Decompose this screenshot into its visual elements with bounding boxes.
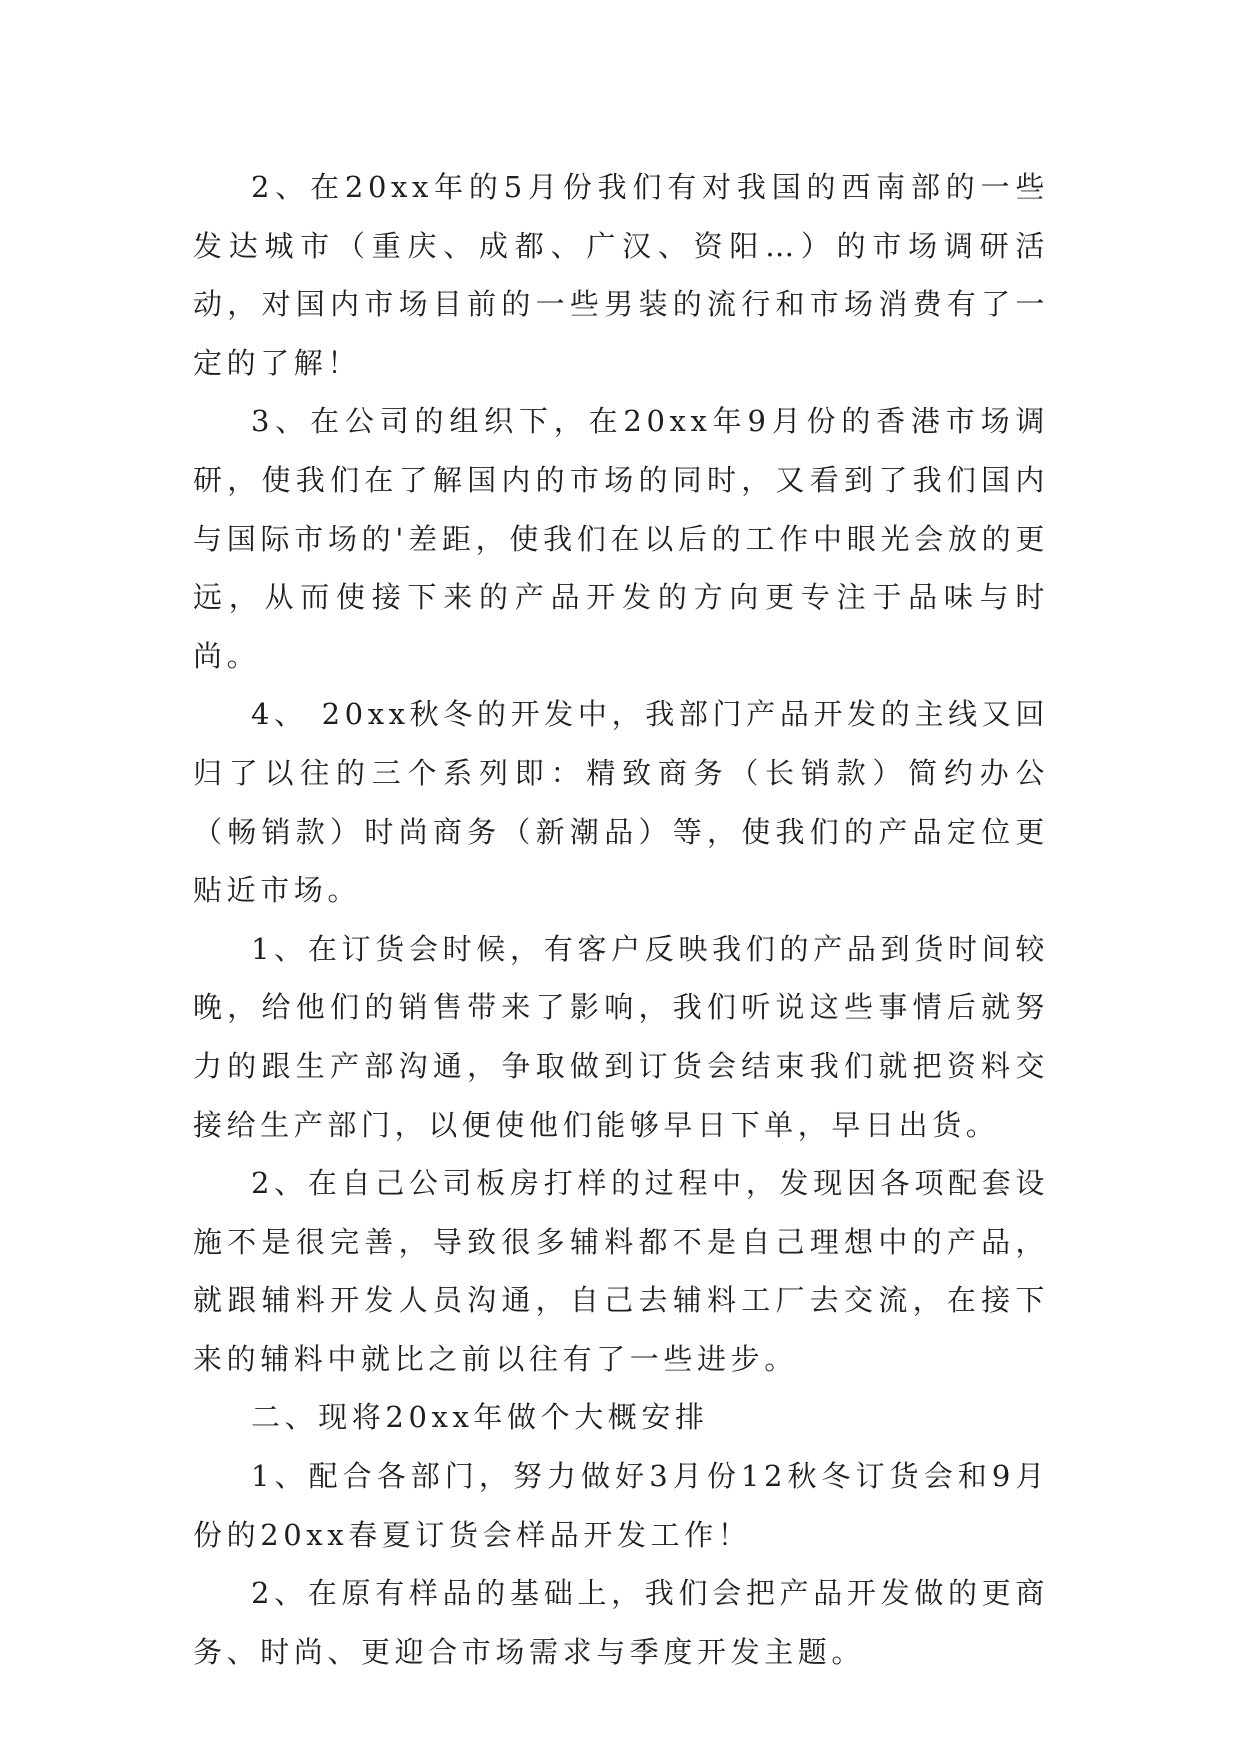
paragraph-plan-item-1: 1、配合各部门，努力做好3月份12秋冬订货会和9月份的20xx春夏订货会样品开发工作！ (193, 1459, 1049, 1552)
section-heading-plan: 二、现将20xx年做个大概安排 (251, 1400, 709, 1435)
paragraph-order-fair-delivery: 1、在订货会时候，有客户反映我们的产品到货时间较晚，给他们的销售带来了影响，我们听说这些事情后就努力的跟生产部沟通，争取做到订货会结束我们就把资料交接给生产部门，以便使他们能够早日下单，早日出货。 (193, 931, 1049, 1142)
paragraph-plan-item-2: 2、在原有样品的基础上，我们会把产品开发做的更商务、时尚、更迎合市场需求与季度开发主题。 (193, 1576, 1049, 1669)
document-body (193, 158, 1049, 1681)
paragraph-sample-room-accessories: 2、在自己公司板房打样的过程中，发现因各项配套设施不是很完善，导致很多辅料都不是自己理想中的产品，就跟辅料开发人员沟通，自己去辅料工厂去交流，在接下来的辅料中就比之前以往有了一些进步。 (193, 1166, 1049, 1376)
paragraph-hongkong-research: 3、在公司的组织下，在20xx年9月份的香港市场调研，使我们在了解国内的市场的同时，又看到了我们国内与国际市场的'差距，使我们在以后的工作中眼光会放的更远，从而使接下来的产品开发的方向更专注于品味与时尚。 (193, 404, 1049, 673)
paragraph-autumn-winter-development: 4、 20xx秋冬的开发中，我部门产品开发的主线又回归了以往的三个系列即：精致商务（长销款）简约办公（畅销款）时尚商务（新潮品）等，使我们的产品定位更贴近市场。 (193, 697, 1049, 908)
paragraph-market-research-southwest: 2、在20xx年的5月份我们有对我国的西南部的一些发达城市（重庆、成都、广汉、资阳…）的市场调研活动，对国内市场目前的一些男装的流行和市场消费有了一定的了解！ (193, 170, 1049, 380)
